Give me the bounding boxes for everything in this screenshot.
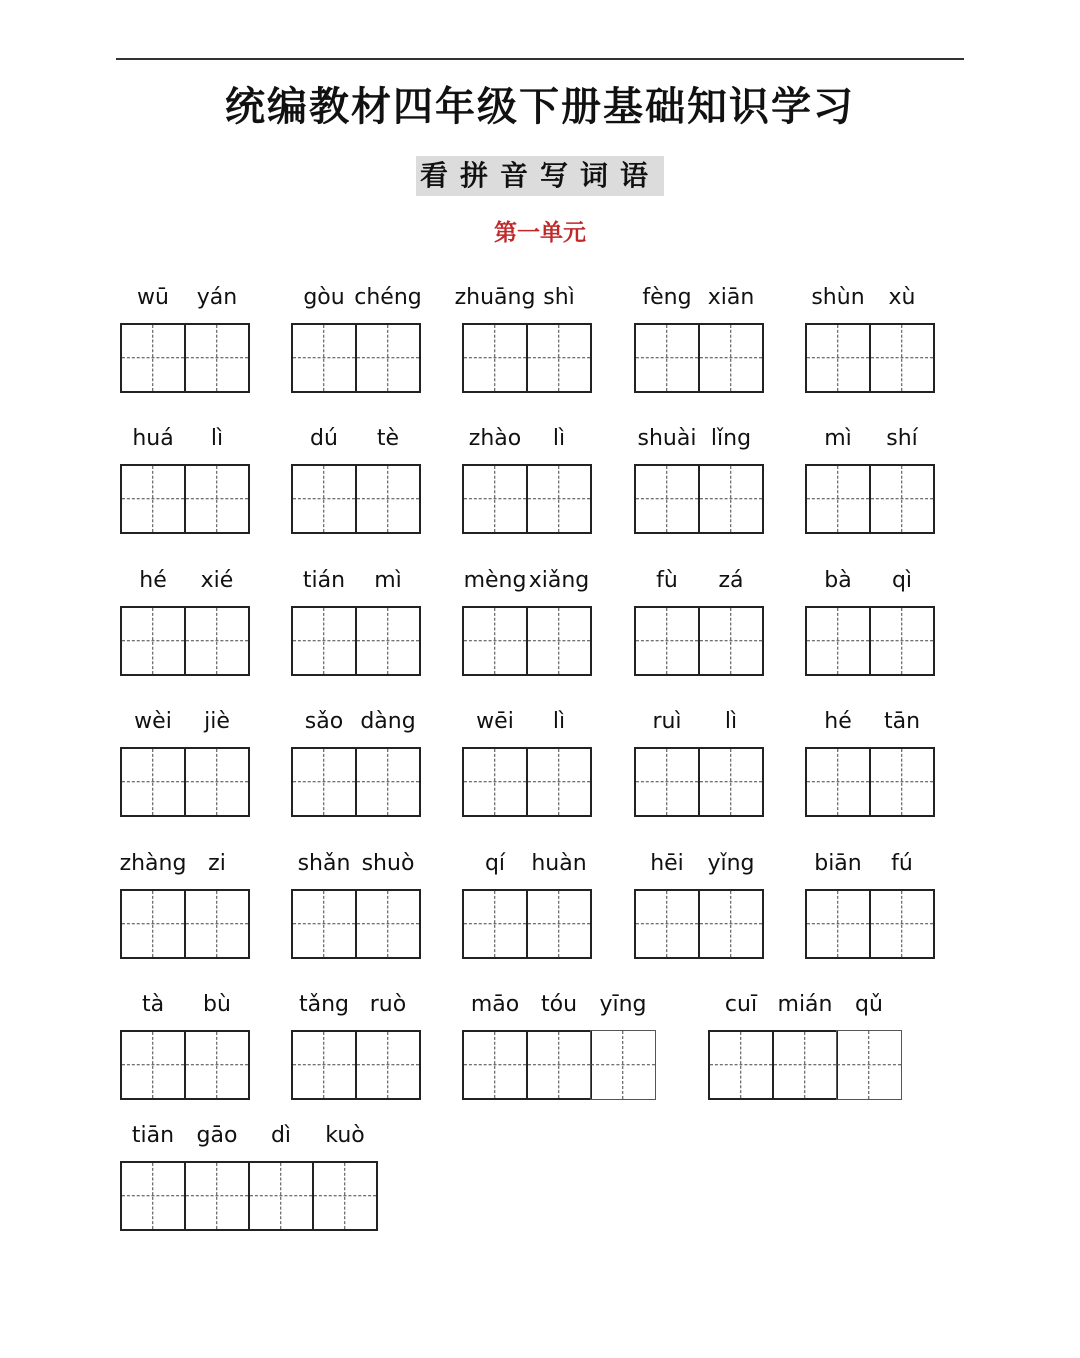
- tianzige-cell[interactable]: [120, 323, 186, 393]
- writing-grid: [708, 1030, 902, 1100]
- pinyin-syllable: huá: [132, 426, 174, 451]
- writing-grid: [291, 606, 421, 676]
- pinyin-syllable: māo: [470, 992, 520, 1017]
- tianzige-cell[interactable]: [698, 889, 764, 959]
- tianzige-cell[interactable]: [184, 323, 250, 393]
- pinyin-row: [462, 424, 592, 454]
- tianzige-cell[interactable]: [698, 464, 764, 534]
- pinyin-syllable: xiǎng: [528, 568, 590, 593]
- tianzige-cell[interactable]: [120, 606, 186, 676]
- word-item: [291, 283, 421, 395]
- tianzige-cell[interactable]: [355, 323, 421, 393]
- pinyin-syllable: lǐng: [710, 426, 752, 451]
- pinyin-syllable: lì: [724, 709, 738, 734]
- word-item: [291, 990, 421, 1102]
- pinyin-syllable: lì: [552, 709, 566, 734]
- word-item: [462, 849, 592, 961]
- pinyin-syllable: cuī: [724, 992, 758, 1017]
- word-item: [120, 283, 250, 395]
- writing-grid: [634, 889, 764, 959]
- writing-grid: [805, 323, 935, 393]
- tianzige-cell[interactable]: [698, 323, 764, 393]
- subtitle-container: [0, 156, 1080, 196]
- pinyin-syllable: tiān: [131, 1123, 175, 1148]
- tianzige-cell[interactable]: [526, 606, 592, 676]
- pinyin-syllable: ruì: [652, 709, 682, 734]
- writing-grid: [120, 747, 250, 817]
- pinyin-syllable: gāo: [196, 1123, 238, 1148]
- pinyin-syllable: hēi: [650, 851, 684, 876]
- pinyin-row: [120, 283, 250, 313]
- tianzige-cell[interactable]: [248, 1161, 314, 1231]
- pinyin-syllable: jiè: [204, 709, 230, 734]
- word-item: [634, 566, 764, 678]
- tianzige-cell[interactable]: [120, 1030, 186, 1100]
- tianzige-cell[interactable]: [634, 464, 700, 534]
- tianzige-cell[interactable]: [120, 747, 186, 817]
- word-item: [634, 707, 764, 819]
- word-item: [462, 566, 592, 678]
- writing-grid: [462, 323, 592, 393]
- pinyin-syllable: tà: [141, 992, 165, 1017]
- pinyin-row: [634, 566, 764, 596]
- tianzige-cell[interactable]: [291, 889, 357, 959]
- tianzige-cell[interactable]: [526, 464, 592, 534]
- tianzige-cell[interactable]: [120, 464, 186, 534]
- word-item: [805, 283, 935, 395]
- word-item: [120, 707, 250, 819]
- word-item: [291, 566, 421, 678]
- pinyin-syllable: zhào: [468, 426, 522, 451]
- writing-grid: [462, 464, 592, 534]
- tianzige-cell[interactable]: [526, 747, 592, 817]
- word-item: [805, 566, 935, 678]
- tianzige-cell[interactable]: [526, 323, 592, 393]
- tianzige-cell[interactable]: [184, 606, 250, 676]
- pinyin-syllable: ruò: [369, 992, 407, 1017]
- pinyin-row: [291, 424, 421, 454]
- pinyin-syllable: shuò: [361, 851, 415, 876]
- writing-grid: [120, 323, 250, 393]
- section-subtitle: 看拼音写词语: [416, 156, 664, 196]
- pinyin-syllable: yǐng: [707, 851, 755, 876]
- pinyin-syllable: biān: [814, 851, 862, 876]
- pinyin-syllable: qí: [484, 851, 506, 876]
- pinyin-syllable: hé: [139, 568, 167, 593]
- tianzige-cell[interactable]: [184, 464, 250, 534]
- tianzige-cell[interactable]: [869, 464, 935, 534]
- pinyin-syllable: shí: [886, 426, 918, 451]
- writing-grid: [120, 1030, 250, 1100]
- pinyin-syllable: lì: [552, 426, 566, 451]
- pinyin-syllable: fèng: [642, 285, 692, 310]
- tianzige-cell[interactable]: [526, 1030, 592, 1100]
- tianzige-cell[interactable]: [355, 1030, 421, 1100]
- tianzige-cell[interactable]: [184, 1030, 250, 1100]
- writing-grid: [120, 1161, 378, 1231]
- pinyin-syllable: mián: [777, 992, 833, 1017]
- writing-grid: [291, 747, 421, 817]
- tianzige-cell[interactable]: [184, 747, 250, 817]
- tianzige-cell[interactable]: [869, 889, 935, 959]
- tianzige-cell[interactable]: [291, 1030, 357, 1100]
- pinyin-row: [120, 707, 250, 737]
- word-item: [120, 566, 250, 678]
- tianzige-cell[interactable]: [291, 747, 357, 817]
- pinyin-row: [462, 849, 592, 879]
- tianzige-cell[interactable]: [698, 747, 764, 817]
- pinyin-syllable: wèi: [134, 709, 172, 734]
- writing-grid: [291, 1030, 421, 1100]
- pinyin-syllable: mì: [374, 568, 402, 593]
- word-item: [120, 849, 250, 961]
- tianzige-cell[interactable]: [634, 747, 700, 817]
- pinyin-syllable: xiān: [707, 285, 755, 310]
- tianzige-cell[interactable]: [291, 323, 357, 393]
- tianzige-cell[interactable]: [355, 747, 421, 817]
- word-item: [120, 990, 250, 1102]
- pinyin-syllable: shǎn: [297, 851, 351, 876]
- pinyin-syllable: mì: [824, 426, 852, 451]
- pinyin-syllable: xù: [888, 285, 916, 310]
- word-item: [805, 424, 935, 536]
- writing-grid: [634, 323, 764, 393]
- pinyin-syllable: sǎo: [304, 709, 344, 734]
- tianzige-cell[interactable]: [120, 1161, 186, 1231]
- pinyin-syllable: huàn: [531, 851, 587, 876]
- writing-grid: [120, 464, 250, 534]
- writing-grid: [805, 889, 935, 959]
- pinyin-row: [462, 707, 592, 737]
- pinyin-syllable: qì: [891, 568, 913, 593]
- pinyin-row: [634, 424, 764, 454]
- tianzige-cell[interactable]: [805, 323, 871, 393]
- pinyin-syllable: dì: [270, 1123, 292, 1148]
- tianzige-cell[interactable]: [462, 323, 528, 393]
- writing-grid: [634, 464, 764, 534]
- writing-grid: [462, 889, 592, 959]
- tianzige-cell[interactable]: [462, 1030, 528, 1100]
- word-item: [291, 707, 421, 819]
- writing-grid: [634, 606, 764, 676]
- pinyin-row: [291, 566, 421, 596]
- word-item: [454, 283, 592, 395]
- tianzige-cell[interactable]: [462, 606, 528, 676]
- pinyin-syllable: tǎng: [298, 992, 349, 1017]
- pinyin-syllable: fù: [656, 568, 678, 593]
- pinyin-row: [805, 424, 935, 454]
- tianzige-cell[interactable]: [869, 747, 935, 817]
- writing-grid: [805, 464, 935, 534]
- writing-grid: [805, 606, 935, 676]
- top-divider-line: [116, 58, 964, 60]
- pinyin-row: [634, 707, 764, 737]
- pinyin-syllable: mèng: [463, 568, 527, 593]
- unit-heading: 第一单元: [494, 220, 586, 246]
- word-item: [462, 424, 592, 536]
- writing-grid: [291, 889, 421, 959]
- pinyin-syllable: shùn: [811, 285, 865, 310]
- pinyin-row: [805, 566, 935, 596]
- word-item: [291, 849, 421, 961]
- tianzige-cell[interactable]: [698, 606, 764, 676]
- pinyin-row: [120, 1121, 378, 1151]
- word-item: [634, 283, 764, 395]
- pinyin-row: [805, 849, 935, 879]
- tianzige-cell[interactable]: [634, 323, 700, 393]
- tianzige-cell[interactable]: [772, 1030, 838, 1100]
- tianzige-cell[interactable]: [869, 606, 935, 676]
- pinyin-syllable: hé: [824, 709, 852, 734]
- writing-grid: [462, 1030, 656, 1100]
- pinyin-syllable: shuài: [637, 426, 697, 451]
- writing-grid: [291, 323, 421, 393]
- tianzige-cell[interactable]: [805, 606, 871, 676]
- pinyin-syllable: wēi: [476, 709, 514, 734]
- pinyin-syllable: dàng: [360, 709, 416, 734]
- tianzige-cell[interactable]: [462, 747, 528, 817]
- word-item: [291, 424, 421, 536]
- tianzige-cell[interactable]: [805, 464, 871, 534]
- writing-grid: [120, 889, 250, 959]
- pinyin-syllable: xié: [200, 568, 234, 593]
- pinyin-row: [454, 283, 592, 313]
- pinyin-syllable: zhàng: [119, 851, 187, 876]
- word-item: [634, 424, 764, 536]
- pinyin-syllable: tān: [883, 709, 921, 734]
- word-item: [462, 990, 656, 1102]
- pinyin-row: [291, 707, 421, 737]
- page-title: 统编教材四年级下册基础知识学习: [225, 84, 855, 130]
- tianzige-cell[interactable]: [291, 464, 357, 534]
- pinyin-syllable: qǔ: [855, 992, 883, 1017]
- tianzige-cell[interactable]: [634, 889, 700, 959]
- tianzige-cell[interactable]: [462, 464, 528, 534]
- word-item: [805, 707, 935, 819]
- word-item: [634, 849, 764, 961]
- pinyin-row: [708, 990, 902, 1020]
- writing-grid: [805, 747, 935, 817]
- tianzige-cell[interactable]: [634, 606, 700, 676]
- writing-grid: [462, 606, 592, 676]
- pinyin-syllable: tè: [376, 426, 400, 451]
- word-item: [708, 990, 902, 1102]
- pinyin-row: [634, 849, 764, 879]
- pinyin-syllable: tián: [302, 568, 346, 593]
- tianzige-cell[interactable]: [708, 1030, 774, 1100]
- word-item: [462, 707, 592, 819]
- tianzige-cell[interactable]: [355, 606, 421, 676]
- tianzige-cell[interactable]: [462, 889, 528, 959]
- pinyin-syllable: wū: [137, 285, 169, 310]
- writing-grid: [120, 606, 250, 676]
- pinyin-syllable: zhuāng: [454, 285, 536, 310]
- pinyin-row: [462, 566, 592, 596]
- tianzige-cell[interactable]: [184, 1161, 250, 1231]
- pinyin-row: [291, 283, 421, 313]
- writing-grid: [462, 747, 592, 817]
- pinyin-row: [120, 849, 250, 879]
- tianzige-cell[interactable]: [312, 1161, 378, 1231]
- pinyin-syllable: chéng: [354, 285, 422, 310]
- word-item: [120, 1121, 378, 1233]
- writing-grid: [634, 747, 764, 817]
- pinyin-syllable: gòu: [303, 285, 345, 310]
- pinyin-syllable: dú: [310, 426, 338, 451]
- tianzige-cell[interactable]: [355, 464, 421, 534]
- pinyin-row: [291, 849, 421, 879]
- pinyin-row: [120, 424, 250, 454]
- pinyin-syllable: yán: [196, 285, 238, 310]
- pinyin-syllable: bù: [203, 992, 231, 1017]
- tianzige-cell[interactable]: [805, 889, 871, 959]
- tianzige-cell[interactable]: [590, 1030, 656, 1100]
- tianzige-cell[interactable]: [805, 747, 871, 817]
- pinyin-row: [120, 566, 250, 596]
- pinyin-syllable: kuò: [325, 1123, 365, 1148]
- pinyin-row: [634, 283, 764, 313]
- tianzige-cell[interactable]: [355, 889, 421, 959]
- tianzige-cell[interactable]: [526, 889, 592, 959]
- word-item: [120, 424, 250, 536]
- tianzige-cell[interactable]: [291, 606, 357, 676]
- pinyin-row: [120, 990, 250, 1020]
- pinyin-row: [291, 990, 421, 1020]
- word-item: [805, 849, 935, 961]
- tianzige-cell[interactable]: [120, 889, 186, 959]
- writing-grid: [291, 464, 421, 534]
- tianzige-cell[interactable]: [869, 323, 935, 393]
- pinyin-syllable: fú: [891, 851, 913, 876]
- pinyin-syllable: bà: [824, 568, 852, 593]
- pinyin-syllable: yīng: [599, 992, 647, 1017]
- pinyin-row: [805, 283, 935, 313]
- pinyin-syllable: lì: [210, 426, 224, 451]
- pinyin-syllable: zi: [208, 851, 226, 876]
- pinyin-syllable: zá: [718, 568, 744, 593]
- tianzige-cell[interactable]: [184, 889, 250, 959]
- pinyin-row: [805, 707, 935, 737]
- pinyin-syllable: tóu: [540, 992, 578, 1017]
- pinyin-row: [462, 990, 656, 1020]
- tianzige-cell[interactable]: [836, 1030, 902, 1100]
- pinyin-syllable: shì: [543, 285, 575, 310]
